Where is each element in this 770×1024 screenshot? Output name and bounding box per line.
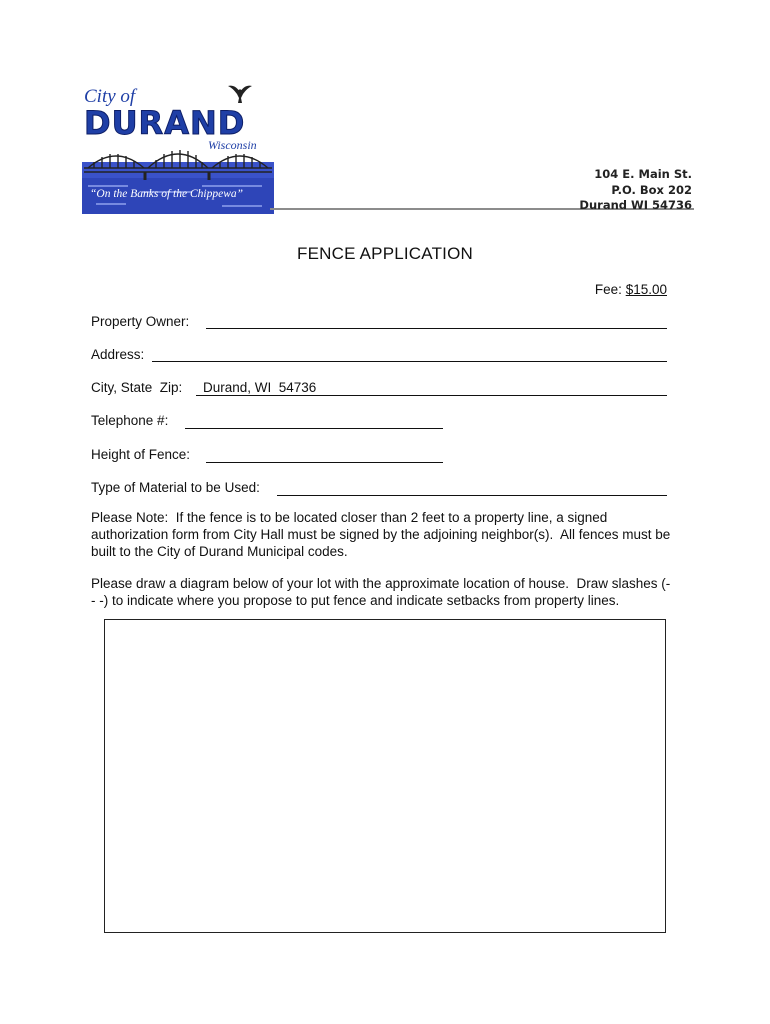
- fence-height-field[interactable]: [206, 462, 443, 463]
- logo-city-name: DURAND: [84, 104, 246, 142]
- address-city-zip: Durand WI 54736: [579, 198, 692, 212]
- material-type-field[interactable]: [277, 495, 667, 496]
- fee: [540, 282, 667, 297]
- lot-diagram-box[interactable]: [104, 619, 666, 933]
- telephone-field[interactable]: [185, 428, 443, 429]
- address-field[interactable]: [152, 361, 667, 362]
- fence-height-label: Height of Fence:: [91, 447, 191, 462]
- city-logo: [82, 82, 274, 214]
- page-title: FENCE APPLICATION: [297, 244, 473, 263]
- telephone-label: Telephone #:: [91, 413, 169, 428]
- city-state-zip-field[interactable]: [196, 380, 667, 396]
- address-street: 104 E. Main St.: [594, 167, 692, 181]
- logo-state: Wisconsin: [208, 138, 257, 152]
- fee-value: $15.00: [625, 282, 667, 297]
- eagle-icon: [228, 82, 252, 109]
- logo-city-of: City of: [84, 86, 136, 107]
- property-owner-label: Property Owner:: [91, 314, 190, 329]
- city-state-zip-value: Durand, WI 54736: [203, 380, 317, 395]
- address-label: Address:: [91, 347, 145, 362]
- mailing-address: [560, 167, 692, 214]
- diagram-instructions: Please draw a diagram below of your lot with the approximate location of house. Draw slashes (- - -) to indicate where you propose to put fence and indicate setbacks from property lines.: [91, 576, 675, 608]
- fee-label: Fee:: [594, 282, 622, 297]
- fence-note: Please Note: If the fence is to be located closer than 2 feet to a property line, a signed authorization form from City Hall must be signed by the adjoining neighbor(s). All fences must be built to the City of Durand Municipal codes.: [91, 510, 675, 559]
- material-type-label: Type of Material to be Used:: [91, 480, 260, 495]
- city-state-zip-label: City, State Zip:: [91, 380, 183, 395]
- logo-tagline: “On the Banks of the Chippewa”: [90, 188, 244, 200]
- property-owner-field[interactable]: [206, 328, 667, 329]
- address-po-box: P.O. Box 202: [611, 182, 692, 197]
